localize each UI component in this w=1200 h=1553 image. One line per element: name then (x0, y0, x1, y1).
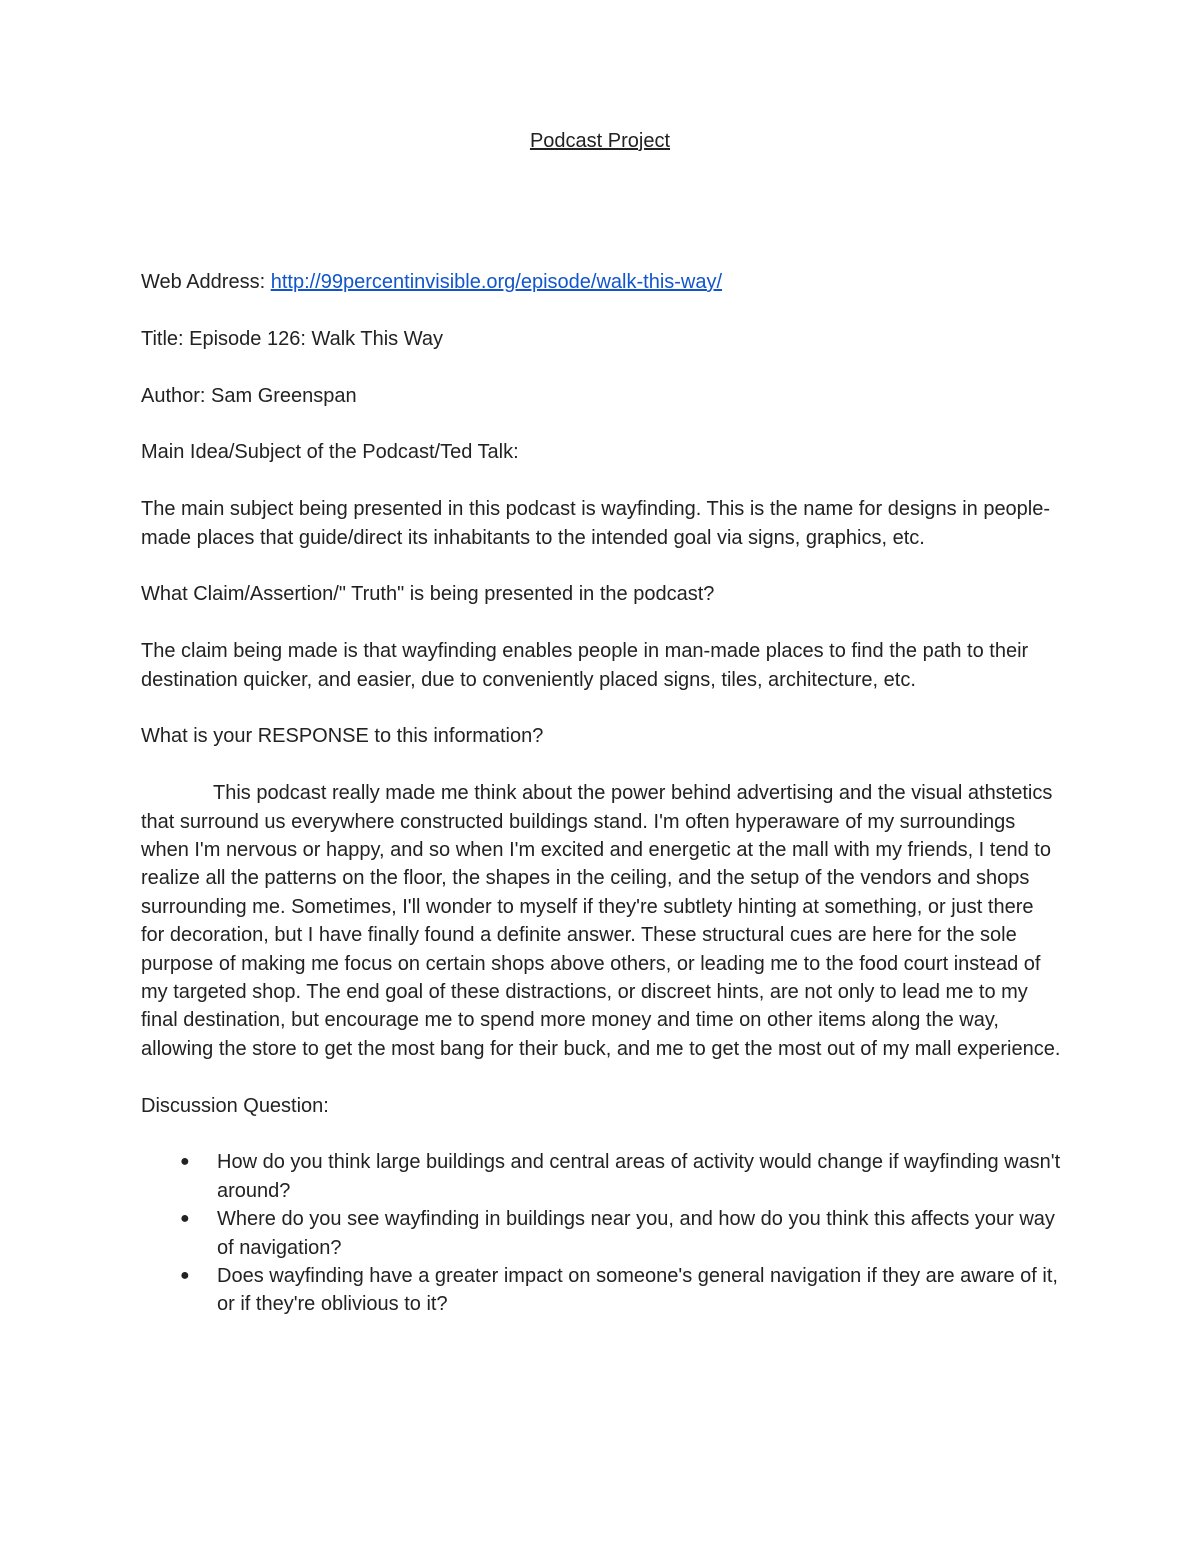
document-body (141, 268, 1061, 1319)
list-item (141, 1205, 1061, 1262)
bullet-icon: ● (180, 1153, 190, 1171)
list-item (141, 1262, 1061, 1319)
document-title: Podcast Project (529, 130, 671, 152)
web-address-link[interactable]: http://99percentinvisible.org/episode/walk-this-way/ (270, 271, 723, 293)
response-text: This podcast really made me think about the power behind advertising and the visual athstetics that surround us everywhere constructed buildings stand. I'm often hyperaware of my surroundings when I'm nervous or happy, and so when I'm excited and energetic at the mall with my friends, I tend to realize all the patterns on the floor, the shapes in the ceiling, and the setup of the vendors and shops surrounding me. Sometimes, I'll wonder to myself if they're subtlety hinting at something, or just there for decoration, but I have finally found a definite answer. These structural cues are here for the sole purpose of making me focus on certain shops above others, or leading me to the food court instead of my targeted shop. The end goal of these distractions, or discreet hints, are not only to lead me to my final destination, but encourage me to spend more money and time on other items along the way, allowing the store to get the most bang for their buck, and me to get the most out of my mall experience. (141, 782, 1061, 1060)
discussion-question-text: Does wayfinding have a greater impact on someone's general navigation if they are aware of it, or if they're oblivious to it? (217, 1265, 1058, 1316)
claim-heading: What Claim/Assertion/" Truth" is being presented in the podcast? (141, 583, 715, 606)
main-idea-heading: Main Idea/Subject of the Podcast/Ted Talk: (141, 441, 519, 464)
web-address-label: Web Address: (141, 271, 271, 293)
web-address-line (141, 268, 1061, 296)
list-item (141, 1148, 1061, 1205)
bullet-icon: ● (180, 1267, 190, 1285)
author-line: Author: Sam Greenspan (141, 384, 357, 407)
episode-title-line: Title: Episode 126: Walk This Way (141, 327, 443, 350)
discussion-question-text: Where do you see wayfinding in buildings near you, and how do you think this affects your way of navigation? (217, 1208, 1055, 1259)
bullet-icon: ● (180, 1210, 190, 1228)
main-idea-text: The main subject being presented in this podcast is wayfinding. This is the name for designs in people-made places that guide/direct its inhabitants to the intended goal via signs, graphics, etc. (141, 498, 1051, 549)
response-heading: What is your RESPONSE to this information? (141, 725, 544, 748)
discussion-heading: Discussion Question: (141, 1094, 329, 1117)
discussion-question-list (141, 1148, 1061, 1318)
claim-text: The claim being made is that wayfinding enables people in man-made places to find the path to their destination quicker, and easier, due to conveniently placed signs, tiles, architecture, etc. (141, 640, 1029, 691)
discussion-question-text: How do you think large buildings and central areas of activity would change if wayfinding wasn't around? (217, 1151, 1061, 1202)
